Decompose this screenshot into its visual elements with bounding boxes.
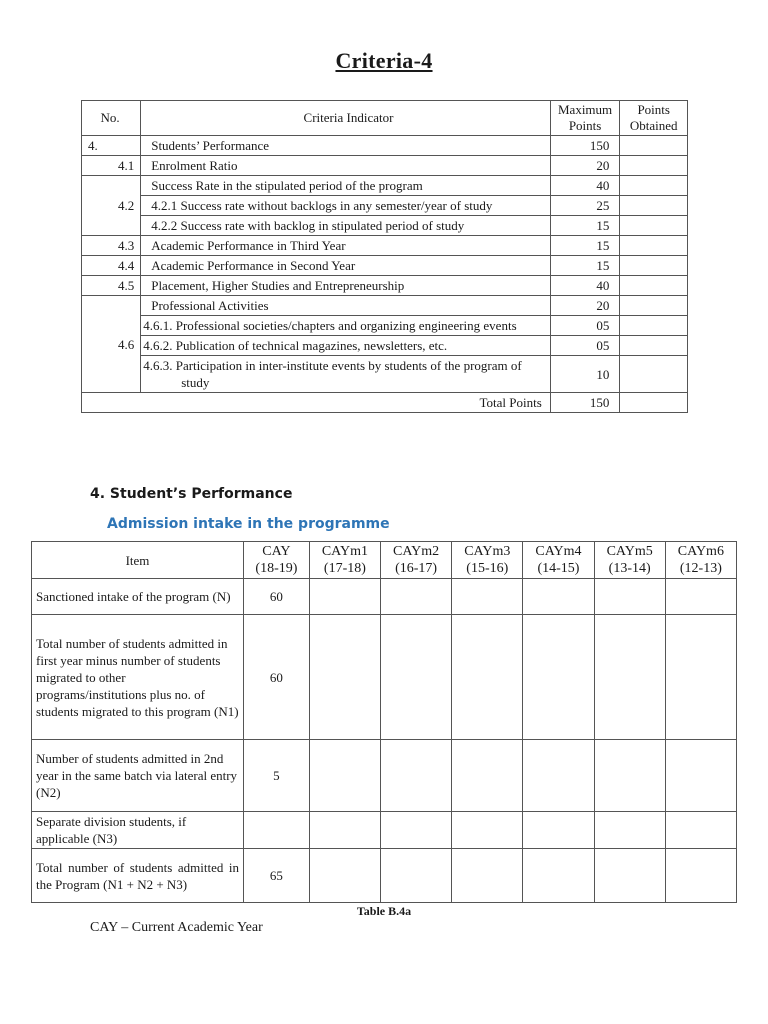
intake-cell[interactable] (309, 812, 380, 849)
intake-cell[interactable] (665, 849, 736, 903)
row-indicator: 4.2.2 Success rate with backlog in stipulated period of study (141, 216, 551, 236)
header-year-range: (18-19) (255, 561, 298, 576)
intake-cell[interactable] (452, 812, 523, 849)
header-year (523, 542, 594, 579)
row-max: 40 (550, 176, 620, 196)
row-obtained-cell[interactable] (620, 296, 688, 316)
row-no: 4.4 (82, 256, 141, 276)
header-year (309, 542, 380, 579)
table-row (32, 615, 737, 740)
intake-cay-value: 65 (244, 849, 310, 903)
total-label: Total Points (82, 393, 551, 413)
intake-cell[interactable] (452, 615, 523, 740)
header-points-obtained: Points Obtained (620, 101, 688, 136)
table-row (82, 316, 688, 336)
intake-cell[interactable] (665, 579, 736, 615)
intake-cell[interactable] (523, 849, 594, 903)
row-indicator: Academic Performance in Second Year (141, 256, 551, 276)
intake-cell[interactable] (452, 849, 523, 903)
intake-cell[interactable] (523, 812, 594, 849)
row-indicator: 4.2.1 Success rate without backlogs in any semester/year of study (141, 196, 551, 216)
row-obtained-cell[interactable] (620, 216, 688, 236)
row-max: 15 (550, 236, 620, 256)
intake-cell[interactable] (594, 579, 665, 615)
row-no: 4.3 (82, 236, 141, 256)
row-obtained-cell[interactable] (620, 156, 688, 176)
table-row (32, 812, 737, 849)
intake-cay-value: 60 (244, 615, 310, 740)
intake-cay-value: 60 (244, 579, 310, 615)
header-item: Item (32, 542, 244, 579)
section-heading: 4. Student’s Performance (90, 486, 293, 502)
header-year (665, 542, 736, 579)
row-obtained-cell[interactable] (620, 336, 688, 356)
header-year-code: CAYm2 (393, 544, 440, 559)
header-indicator: Criteria Indicator (141, 101, 551, 136)
header-year (244, 542, 310, 579)
header-year-range: (16-17) (395, 561, 438, 576)
intake-item: Total number of students admitted in first year minus number of students migrated to other programs/institutions plus no. of students migrated to this program (N1) (32, 615, 244, 740)
sub-heading: Admission intake in the programme (107, 516, 390, 532)
header-year-code: CAYm5 (606, 544, 653, 559)
intake-table (31, 541, 737, 903)
row-obtained-cell[interactable] (620, 356, 688, 393)
table-row (82, 136, 688, 156)
intake-cell[interactable] (381, 849, 452, 903)
row-max: 20 (550, 296, 620, 316)
header-year-range: (17-18) (323, 561, 366, 576)
table-row (82, 356, 688, 393)
table-row (32, 849, 737, 903)
row-max: 150 (550, 136, 620, 156)
row-max: 15 (550, 256, 620, 276)
total-value: 150 (550, 393, 620, 413)
header-year-code: CAYm1 (321, 544, 368, 559)
row-indicator: Placement, Higher Studies and Entrepreneurship (141, 276, 551, 296)
header-year-range: (12-13) (679, 561, 722, 576)
table-caption: Table B.4a (356, 904, 412, 918)
row-max: 05 (550, 316, 620, 336)
intake-cell[interactable] (309, 849, 380, 903)
table-row (82, 296, 688, 316)
intake-header-row (32, 542, 737, 579)
total-row (82, 393, 688, 413)
header-no: No. (82, 101, 141, 136)
intake-item: Number of students admitted in 2nd year in the same batch via lateral entry (N2) (32, 740, 244, 812)
header-year-range: (13-14) (608, 561, 651, 576)
intake-cell[interactable] (381, 812, 452, 849)
intake-cell[interactable] (594, 812, 665, 849)
intake-cell[interactable] (381, 740, 452, 812)
header-year (452, 542, 523, 579)
intake-cell[interactable] (381, 579, 452, 615)
header-year (594, 542, 665, 579)
intake-cell[interactable] (309, 740, 380, 812)
intake-item: Sanctioned intake of the program (N) (32, 579, 244, 615)
table-row (82, 256, 688, 276)
intake-cell[interactable] (665, 740, 736, 812)
total-obtained-cell[interactable] (620, 393, 688, 413)
row-obtained-cell[interactable] (620, 276, 688, 296)
row-indicator: Academic Performance in Third Year (141, 236, 551, 256)
footnote: CAY – Current Academic Year (90, 920, 263, 935)
table-row (82, 156, 688, 176)
header-max-points: Maximum Points (550, 101, 620, 136)
row-indicator: 4.6.2. Publication of technical magazines, newsletters, etc. (141, 336, 551, 356)
intake-cay-value (244, 812, 310, 849)
table-row (82, 336, 688, 356)
header-year-code: CAYm4 (535, 544, 582, 559)
row-max: 10 (550, 356, 620, 393)
intake-cell[interactable] (452, 740, 523, 812)
table-row (82, 196, 688, 216)
row-obtained-cell[interactable] (620, 196, 688, 216)
row-indicator: Enrolment Ratio (141, 156, 551, 176)
table-row (82, 176, 688, 196)
row-no: 4.2 (82, 176, 141, 236)
row-indicator: 4.6.3. Participation in inter-institute events by students of the program of study (141, 356, 551, 393)
intake-item: Separate division students, if applicable (N3) (32, 812, 244, 849)
row-indicator: 4.6.1. Professional societies/chapters and organizing engineering events (141, 316, 551, 336)
header-year-code: CAYm6 (677, 544, 724, 559)
criteria-table (81, 100, 688, 413)
row-max: 40 (550, 276, 620, 296)
row-max: 05 (550, 336, 620, 356)
table-row (82, 236, 688, 256)
header-year (381, 542, 452, 579)
row-obtained-cell[interactable] (620, 136, 688, 156)
header-year-code: CAYm3 (464, 544, 511, 559)
table-row (32, 579, 737, 615)
row-no: 4.1 (82, 156, 141, 176)
row-no: 4. (82, 136, 141, 156)
row-obtained-cell[interactable] (620, 236, 688, 256)
row-max: 25 (550, 196, 620, 216)
row-max: 20 (550, 156, 620, 176)
row-indicator: Success Rate in the stipulated period of the program (141, 176, 551, 196)
intake-cell[interactable] (594, 849, 665, 903)
intake-cell[interactable] (523, 615, 594, 740)
header-year-range: (15-16) (466, 561, 509, 576)
intake-cell[interactable] (665, 615, 736, 740)
row-indicator: Students’ Performance (141, 136, 551, 156)
intake-cell[interactable] (309, 579, 380, 615)
page-title: Criteria-4 (335, 48, 433, 73)
intake-cell[interactable] (594, 615, 665, 740)
intake-cell[interactable] (523, 740, 594, 812)
table-row (82, 276, 688, 296)
criteria-header-row (82, 101, 688, 136)
intake-cay-value: 5 (244, 740, 310, 812)
row-no: 4.6 (82, 296, 141, 393)
table-row (32, 740, 737, 812)
row-obtained-cell[interactable] (620, 256, 688, 276)
row-obtained-cell[interactable] (620, 176, 688, 196)
intake-cell[interactable] (594, 740, 665, 812)
table-row (82, 216, 688, 236)
intake-item: Total number of students admitted in the Program (N1 + N2 + N3) (32, 849, 244, 903)
intake-cell[interactable] (665, 812, 736, 849)
row-max: 15 (550, 216, 620, 236)
row-no: 4.5 (82, 276, 141, 296)
header-year-range: (14-15) (537, 561, 580, 576)
intake-cell[interactable] (452, 579, 523, 615)
row-obtained-cell[interactable] (620, 316, 688, 336)
header-year-code: CAY (262, 544, 291, 559)
row-indicator: Professional Activities (141, 296, 551, 316)
intake-cell[interactable] (381, 615, 452, 740)
intake-cell[interactable] (523, 579, 594, 615)
intake-cell[interactable] (309, 615, 380, 740)
